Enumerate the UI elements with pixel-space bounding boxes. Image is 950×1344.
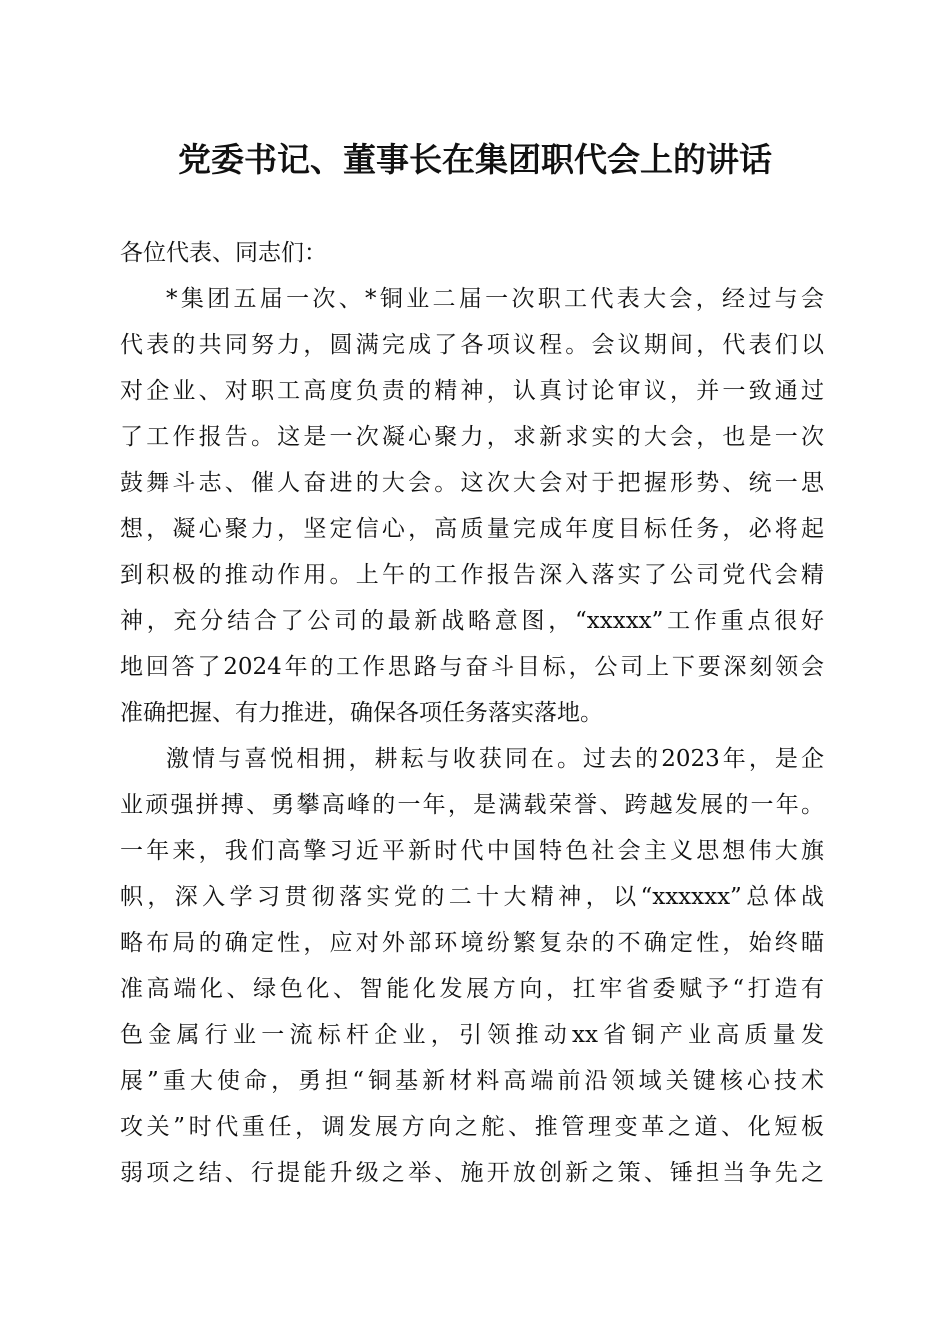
paragraph-line: 想，凝心聚力，坚定信心，高质量完成年度目标任务，必将起 [120,516,824,542]
paragraph-line: 鼓舞斗志、催人奋进的大会。这次大会对于把握形势、统一思 [120,470,824,496]
document-body [120,230,824,1196]
paragraph-line: 一年来，我们高擎习近平新时代中国特色社会主义思想伟大旗 [120,838,824,864]
paragraph-line: 激情与喜悦相拥，耕耘与收获同在。过去的2023年，是企 [166,746,824,772]
paragraph-line: 略布局的确定性，应对外部环境纷繁复杂的不确定性，始终瞄 [120,930,824,956]
paragraph-line: *集团五届一次、*铜业二届一次职工代表大会，经过与会 [166,286,824,312]
paragraph-line: 了工作报告。这是一次凝心聚力，求新求实的大会，也是一次 [120,424,824,450]
paragraph-line: 展”重大使命，勇担“铜基新材料高端前沿领域关键核心技术 [120,1068,824,1094]
paragraph-line: 攻关”时代重任，调发展方向之舵、推管理变革之道、化短板 [120,1114,824,1140]
paragraph-line: 业顽强拼搏、勇攀高峰的一年，是满载荣誉、跨越发展的一年。 [120,792,824,818]
paragraph-line: 对企业、对职工高度负责的精神，认真讨论审议，并一致通过 [120,378,824,404]
paragraph-line: 帜，深入学习贯彻落实党的二十大精神，以“xxxxxx”总体战 [120,884,824,910]
paragraph-line: 代表的共同努力，圆满完成了各项议程。会议期间，代表们以 [120,332,824,358]
paragraph-line: 到积极的推动作用。上午的工作报告深入落实了公司党代会精 [120,562,824,588]
paragraph-line: 色金属行业一流标杆企业，引领推动xx省铜产业高质量发 [120,1022,824,1048]
salutation: 各位代表、同志们： [120,240,327,266]
paragraph-line: 准确把握、有力推进，确保各项任务落实落地。 [120,700,603,726]
document-title: 党委书记、董事长在集团职代会上的讲话 [178,140,772,179]
paragraph-line: 地回答了2024年的工作思路与奋斗目标，公司上下要深刻领会 [120,654,824,680]
paragraph-line: 神，充分结合了公司的最新战略意图，“xxxxx”工作重点很好 [120,608,824,634]
paragraph-line: 弱项之结、行提能升级之举、施开放创新之策、锤担当争先之 [120,1160,824,1186]
paragraph-1 [120,276,824,736]
paragraph-2 [120,736,824,1196]
paragraph-line: 准高端化、绿色化、智能化发展方向，扛牢省委赋予“打造有 [120,976,824,1002]
